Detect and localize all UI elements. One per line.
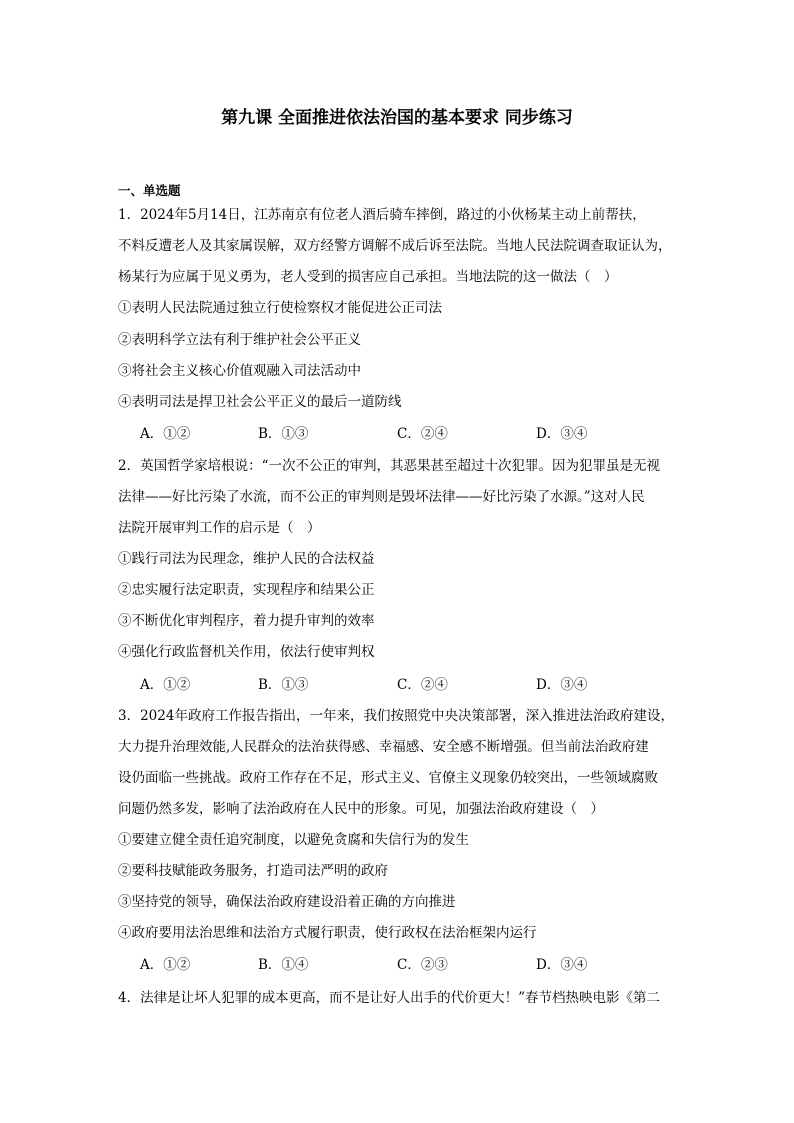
question-3-statement-2: ②要科技赋能政务服务，打造司法严明的政府 [118,863,388,879]
question-3-option-d[interactable]: D．③④ [536,957,588,973]
section-heading: 一、单选题 [118,183,181,198]
question-1-line-3: 杨某行为应属于见义勇为，老人受到的损害应自己承担。当地法院的这一做法（ ） [118,269,618,285]
question-3-statement-3: ③坚持党的领导，确保法治政府建设沿着正确的方向推进 [118,894,456,910]
question-3-statement-1: ①要建立健全责任追究制度，以避免贪腐和失信行为的发生 [118,832,469,848]
question-2-line-2: 法律——好比污染了水流，而不公正的审判则是毁坏法律——好比污染了水源。”这对人民 [118,489,645,505]
question-1-option-a[interactable]: A．①② [140,426,191,442]
question-3-line-2: 大力提升治理效能,人民群众的法治获得感、幸福感、安全感不断增强。但当前法治政府建 [118,739,649,755]
question-1-line-2: 不料反遭老人及其家属误解，双方经警方调解不成后诉至法院。当地人民法院调查取证认为， [118,238,672,254]
question-2-line-1: 2．英国哲学家培根说：“一次不公正的审判，其恶果甚至超过十次犯罪。因为犯罪虽是无视 [118,458,660,474]
question-2-option-b[interactable]: B．①③ [258,677,309,693]
question-3-line-3: 设仍面临一些挑战。政府工作存在不足，形式主义、官僚主义现象仍较突出，一些领域腐败 [118,770,658,786]
question-2-statement-3: ③不断优化审判程序，着力提升审判的效率 [118,613,375,629]
question-1-option-d[interactable]: D．③④ [536,426,588,442]
question-1-statement-2: ②表明科学立法有利于维护社会公平正义 [118,332,361,348]
question-1-option-c[interactable]: C．②④ [397,426,448,442]
question-1-line-1: 1．2024年5月14日，江苏南京有位老人酒后骑车摔倒，路过的小伙杨某主动上前帮扶， [118,207,646,223]
page-title: 第九课 全面推进依法治国的基本要求 同步练习 [221,108,573,128]
question-2-option-c[interactable]: C．②④ [397,677,448,693]
question-3-line-4: 问题仍然多发，影响了法治政府在人民中的形象。可见，加强法治政府建设（ ） [118,801,604,817]
question-3-option-a[interactable]: A．①② [140,957,191,973]
question-2-statement-2: ②忠实履行法定职责，实现程序和结果公正 [118,582,375,598]
question-3-option-c[interactable]: C．②③ [397,957,448,973]
question-1-option-b[interactable]: B．①③ [258,426,309,442]
question-2-line-3: 法院开展审判工作的启示是（ ） [118,520,321,536]
question-2-option-a[interactable]: A．①② [140,677,191,693]
question-2-option-d[interactable]: D．③④ [536,677,588,693]
question-3-statement-4: ④政府要用法治思维和法治方式履行职责，使行政权在法治框架内运行 [118,925,537,941]
question-2-statement-1: ①践行司法为民理念，维护人民的合法权益 [118,551,375,567]
question-1-statement-4: ④表明司法是捍卫社会公平正义的最后一道防线 [118,394,402,410]
question-4-line-1: 4．法律是让坏人犯罪的成本更高，而不是让好人出手的代价更大！”春节档热映电影《第二 [118,990,660,1006]
question-1-statement-3: ③将社会主义核心价值观融入司法活动中 [118,363,361,379]
question-2-statement-4: ④强化行政监督机关作用，依法行使审判权 [118,644,375,660]
question-3-line-1: 3．2024年政府工作报告指出，一年来，我们按照党中央决策部署，深入推进法治政府建设， [118,708,674,724]
question-3-option-b[interactable]: B．①④ [258,957,309,973]
question-1-statement-1: ①表明人民法院通过独立行使检察权才能促进公正司法 [118,300,442,316]
